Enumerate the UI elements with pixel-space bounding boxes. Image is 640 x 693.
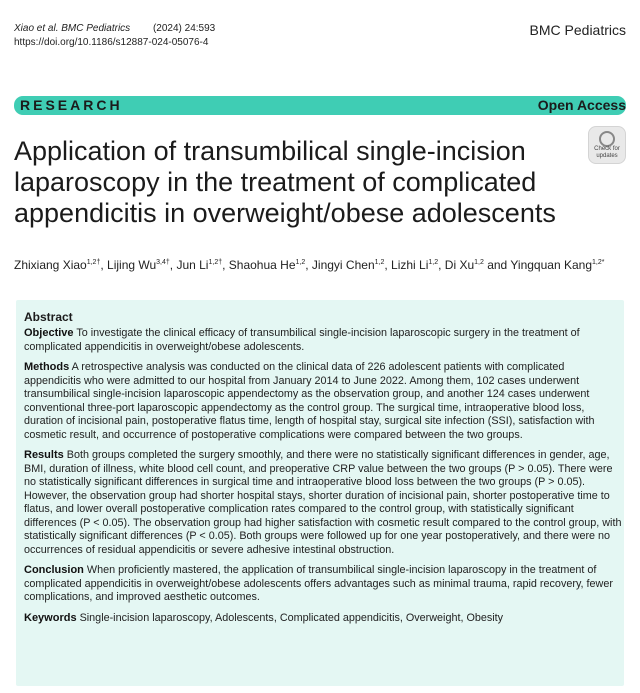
conclusion-text: When proficiently mastered, the application of transumbilical single-incision laparoscopy in the treatment of complicated appendicitis in overweight/obese adolescents offers advantages such as minimal trauma, rapid recovery, fewer complications, and improved aesthetic outcomes. bbox=[24, 564, 613, 603]
objective-label: Objective bbox=[24, 327, 74, 339]
article-title: Application of transumbilical single-incision laparoscopy in the treatment of complicated appendicitis in overweight/obese adolescents bbox=[14, 136, 556, 228]
check-for-updates-icon bbox=[599, 131, 615, 147]
abstract-results bbox=[24, 449, 624, 557]
results-text: Both groups completed the surgery smoothly, and there were no statistically significant differences in gender, age, BMI, duration of illness, white blood cell count, and preoperative CRP value between the two groups (P > 0.05). There were no statistically significant differences in surgical time and intraoperative blood loss between the two groups (P > 0.05). However, the observation group had shorter hospital stays, shorter duration of incisional pain, shorter postoperative time to flatus, and lower overall postoperative complication rates compared to the control group, with statistically significant differences (P < 0.05). The observation group had higher satisfaction with cosmetic result compared to the control group, with statistically significant differences (P < 0.05). Both groups were followed up for one year postoperatively, and there were no occurrences of residual appendicitis or severe adhesive intestinal obstruction. bbox=[24, 449, 622, 556]
author[interactable]: Lijing $Wu^{3,4\dagger}$ bbox=[107, 258, 170, 272]
citation-journal: BMC Pediatrics bbox=[61, 23, 131, 34]
methods-label: Methods bbox=[24, 361, 70, 373]
keywords-text: Single-incision laparoscopy, Adolescents, Complicated appendicitis, Overweight, Obesity bbox=[79, 611, 504, 624]
author[interactable]: Jun $Li^{1,2\dagger}$ bbox=[176, 258, 223, 272]
conclusion-label: Conclusion bbox=[24, 564, 84, 576]
objective-text: To investigate the clinical efficacy of transumbilical single-incision laparoscopic surgery in the treatment of complicated appendicitis in overweight/obese adolescents. bbox=[24, 327, 580, 353]
check-for-updates-button[interactable] bbox=[588, 126, 626, 164]
author[interactable]: Lizhi Li$^{1,2}$ bbox=[391, 258, 439, 272]
abstract-keywords bbox=[24, 612, 624, 626]
journal-name: BMC Pediatrics bbox=[529, 22, 626, 38]
methods-text: A retrospective analysis was conducted on the clinical data of 226 adolescent patients with complicated appendicitis who were admitted to our hospital from January 2014 to June 2022. Among them, 102 cases underwent transumbilical single-incision laparoscopic appendectomy as the observation group, and another 124 cases underwent conventional three-port laparoscopic appendectomy as the control group. The surgical time, intraoperative blood loss, duration of incisional pain, postoperative flatus time, length of hospital stay, surgical site infection (SSI), satisfaction with cosmetic result, and occurrence of postoperative complications were compared between the two groups. bbox=[24, 361, 595, 441]
check-for-updates-line1: Check for bbox=[594, 146, 620, 152]
author-list: Zhixiang Xiao$^{1,2\dagger}$, Lijing $Wu^{3,4\dagger}$, Jun $Li^{1,2\dagger}$, Shaohua He$^{1,2}$, Jingyi Chen$^{1,2}$, Lizhi Li$^{1,2}$, Di Xu$^{1,2}$ and Yingquan Kang$^{1,2*}$ bbox=[14, 258, 605, 272]
check-for-updates-line2: updates bbox=[596, 153, 618, 159]
abstract-heading: Abstract bbox=[24, 310, 73, 324]
results-label: Results bbox=[24, 449, 64, 461]
abstract-conclusion bbox=[24, 564, 624, 605]
abstract-objective bbox=[24, 327, 624, 354]
doi-link[interactable]: https://doi.org/10.1186/s12887-024-05076-4 bbox=[14, 37, 209, 48]
abstract-methods bbox=[24, 361, 624, 442]
keywords-label: Keywords bbox=[24, 611, 77, 624]
page-header bbox=[14, 22, 626, 54]
author[interactable]: Shaohua He$^{1,2}$ bbox=[228, 258, 306, 272]
open-access-label: Open Access bbox=[537, 97, 626, 113]
author[interactable]: Yingquan Kang$^{1,2*}$ bbox=[510, 258, 605, 272]
author[interactable]: Jingyi Chen$^{1,2}$ bbox=[311, 258, 385, 272]
author[interactable]: Zhixiang Xiao$^{1,2\dagger}$ bbox=[14, 258, 101, 272]
abstract-box bbox=[16, 300, 624, 686]
section-label: RESEARCH bbox=[20, 97, 123, 113]
citation-author: Xiao et al. bbox=[14, 23, 59, 34]
citation-year: (2024) 24:593 bbox=[152, 23, 216, 34]
author[interactable]: Di Xu$^{1,2}$ bbox=[444, 258, 484, 272]
section-banner bbox=[14, 96, 626, 115]
